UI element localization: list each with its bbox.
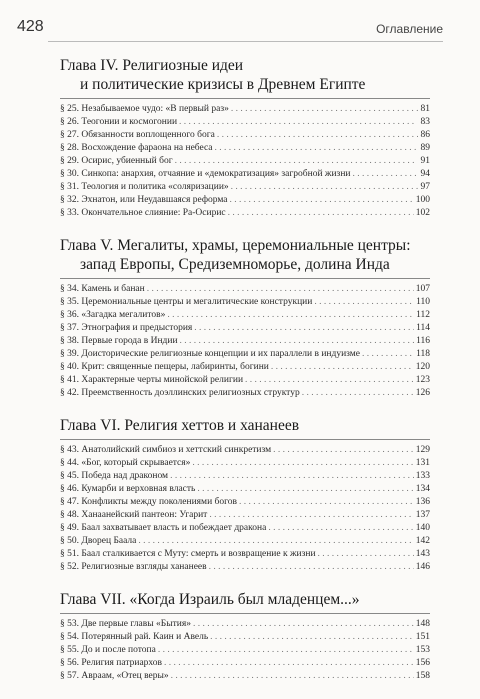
toc-entry <box>60 103 430 116</box>
toc-entry-page: 148 <box>415 619 430 629</box>
toc-entry-title: § 27. Обязанности воплощенного бога <box>60 130 215 140</box>
toc-entry-title: § 44. «Бог, который скрывается» <box>60 458 191 468</box>
toc-entry-page: 156 <box>415 658 430 668</box>
dot-leader <box>245 374 414 387</box>
toc-entry-page: 102 <box>415 208 430 218</box>
dot-leader <box>192 457 413 470</box>
toc-entry-page: 110 <box>416 297 430 307</box>
toc-entry <box>60 361 430 374</box>
dot-leader <box>302 387 414 400</box>
toc-entry <box>60 181 430 194</box>
dot-leader <box>175 155 416 168</box>
toc-entry-page: 140 <box>415 523 430 533</box>
dot-leader <box>352 168 418 181</box>
toc-entry-title: § 48. Ханаанейский пантеон: Угарит <box>60 510 208 520</box>
toc-entry-page: 107 <box>415 284 430 294</box>
toc-entry-title: § 47. Конфликты между поколениями богов <box>60 497 238 507</box>
toc-entry <box>60 522 430 535</box>
dot-leader <box>209 561 414 574</box>
toc-entry <box>60 296 430 309</box>
toc-entry-title: § 51. Баал сталкивается с Муту: смерть и возвращение к жизни <box>60 549 316 559</box>
dot-leader <box>228 207 414 220</box>
chapter-title-line: запад Европы, Средиземноморье, долина Инда <box>80 256 390 273</box>
toc-entry-title: § 42. Преемственность доэллинских религиозных структур <box>60 388 300 398</box>
toc-entry <box>60 207 430 220</box>
toc-entry-title: § 33. Окончательное слияние: Ра-Осирис <box>60 208 226 218</box>
page-header <box>0 0 480 48</box>
dot-leader <box>167 309 414 322</box>
toc-entry-page: 142 <box>415 536 430 546</box>
toc-entry <box>60 535 430 548</box>
toc-entry-page: 126 <box>415 388 430 398</box>
toc-entry-title: § 56. Религия патриархов <box>60 658 163 668</box>
dot-leader <box>318 548 414 561</box>
toc-entry-page: 133 <box>415 471 430 481</box>
dot-leader <box>314 296 414 309</box>
toc-entry-page: 116 <box>416 336 430 346</box>
toc-entry <box>60 509 430 522</box>
toc-entry <box>60 335 430 348</box>
toc-entry <box>60 644 430 657</box>
toc-entry <box>60 387 430 400</box>
toc-entry-page: 131 <box>415 458 430 468</box>
toc-entry-title: § 43. Анатолийский симбиоз и хеттский синкретизм <box>60 445 272 455</box>
dot-leader <box>210 631 414 644</box>
toc-entry-title: § 46. Кумарби и верховная власть <box>60 484 196 494</box>
toc-entry-page: 129 <box>415 445 430 455</box>
chapter-section <box>60 590 430 683</box>
dot-leader <box>362 348 414 361</box>
toc-entry-title: § 28. Восхождение фараона на небеса <box>60 143 213 153</box>
toc-entry-title: § 31. Теология и политика «соляризации» <box>60 182 229 192</box>
toc-entry-page: 136 <box>415 497 430 507</box>
toc-entry-title: § 37. Этнография и предыстория <box>60 323 193 333</box>
chapter-title <box>60 416 430 440</box>
toc-entry-page: 134 <box>415 484 430 494</box>
toc-entry <box>60 116 430 129</box>
toc-entry <box>60 444 430 457</box>
dot-leader <box>180 335 415 348</box>
dot-leader <box>239 496 414 509</box>
toc-entry <box>60 194 430 207</box>
toc-entry <box>60 348 430 361</box>
page-number: 428 <box>17 18 44 35</box>
toc-entry-title: § 25. Незабываемое чудо: «В первый раз» <box>60 104 229 114</box>
toc-entry-page: 94 <box>420 169 430 179</box>
toc-entry <box>60 561 430 574</box>
toc-entry-title: § 40. Крит: священные пещеры, лабиринты, богини <box>60 362 269 372</box>
dot-leader <box>179 116 416 129</box>
toc-entry <box>60 618 430 631</box>
toc-entry <box>60 283 430 296</box>
dot-leader <box>197 483 413 496</box>
toc-entry-page: 151 <box>415 632 430 642</box>
toc-entry <box>60 155 430 168</box>
toc-entry-page: 146 <box>415 562 430 572</box>
toc-entry-page: 81 <box>420 104 430 114</box>
toc-entry <box>60 657 430 670</box>
table-of-contents <box>60 56 430 699</box>
toc-entry <box>60 374 430 387</box>
dot-leader <box>194 322 414 335</box>
toc-entry-title: § 54. Потерянный рай. Каин и Авель <box>60 632 209 642</box>
dot-leader <box>271 361 414 374</box>
dot-leader <box>158 644 414 657</box>
chapter-title <box>60 56 430 99</box>
toc-entry-title: § 45. Победа над драконом <box>60 471 169 481</box>
toc-entry-title: § 30. Синкопа: анархия, отчаяние и «демократизация» загробной жизни <box>60 169 351 179</box>
toc-entry-title: § 38. Первые города в Индии <box>60 336 178 346</box>
dot-leader <box>193 618 414 631</box>
toc-entry-title: § 57. Авраам, «Отец веры» <box>60 671 169 681</box>
toc-entry-title: § 35. Церемониальные центры и мегалитические конструкции <box>60 297 313 307</box>
chapter-title <box>60 590 430 614</box>
running-title: Оглавление <box>376 22 443 36</box>
toc-entry-page: 112 <box>416 310 430 320</box>
toc-entry-title: § 34. Камень и банан <box>60 284 145 294</box>
dot-leader <box>170 470 414 483</box>
dot-leader <box>231 181 419 194</box>
chapter-title-line: Глава VII. «Когда Израиль был младенцем...» <box>60 591 360 608</box>
dot-leader <box>231 103 419 116</box>
toc-entry-title: § 49. Баал захватывает власть и побеждает дракона <box>60 523 267 533</box>
chapter-title-line: и политические кризисы в Древнем Египте <box>80 76 366 93</box>
toc-entry-page: 143 <box>415 549 430 559</box>
toc-entry-title: § 41. Характерные черты минойской религии <box>60 375 244 385</box>
header-divider <box>48 41 443 42</box>
toc-entry-title: § 55. До и после потопа <box>60 645 156 655</box>
toc-entry-page: 86 <box>420 130 430 140</box>
toc-entry <box>60 322 430 335</box>
dot-leader <box>147 283 414 296</box>
toc-entry <box>60 142 430 155</box>
toc-entry <box>60 457 430 470</box>
toc-entry <box>60 483 430 496</box>
chapter-section <box>60 236 430 400</box>
toc-entry <box>60 309 430 322</box>
toc-entry-title: § 52. Религиозные взгляды хананеев <box>60 562 207 572</box>
chapter-section <box>60 56 430 220</box>
toc-entry-page: 137 <box>415 510 430 520</box>
toc-entry <box>60 168 430 181</box>
dot-leader <box>217 129 418 142</box>
toc-entry-title: § 32. Эхнатон, или Неудавшаяся реформа <box>60 195 228 205</box>
chapter-section <box>60 416 430 574</box>
dot-leader <box>209 509 413 522</box>
toc-entry-page: 100 <box>415 195 430 205</box>
dot-leader <box>268 522 413 535</box>
dot-leader <box>164 657 414 670</box>
toc-entry-page: 123 <box>415 375 430 385</box>
toc-entry-title: § 39. Доисторические религиозные концепции и их параллели в индуизме <box>60 349 361 359</box>
toc-entry-page: 97 <box>420 182 430 192</box>
toc-entry-page: 153 <box>415 645 430 655</box>
toc-entry <box>60 496 430 509</box>
dot-leader <box>273 444 414 457</box>
toc-entry-page: 83 <box>420 117 430 127</box>
toc-entry-title: § 53. Две первые главы «Бытия» <box>60 619 191 629</box>
toc-entry <box>60 470 430 483</box>
toc-entry-title: § 26. Теогонии и космогонии <box>60 117 178 127</box>
dot-leader <box>138 535 413 548</box>
toc-entry-page: 158 <box>415 671 430 681</box>
toc-entry <box>60 548 430 561</box>
toc-entry <box>60 129 430 142</box>
toc-entry-page: 118 <box>416 349 430 359</box>
dot-leader <box>215 142 418 155</box>
dot-leader <box>230 194 414 207</box>
chapter-title <box>60 236 430 279</box>
toc-entry <box>60 670 430 683</box>
toc-entry-title: § 29. Осирис, убиенный бог <box>60 156 173 166</box>
toc-entry-page: 89 <box>420 143 430 153</box>
toc-entry-title: § 50. Дворец Баала <box>60 536 137 546</box>
toc-entry-page: 114 <box>416 323 430 333</box>
toc-entry <box>60 631 430 644</box>
dot-leader <box>171 670 414 683</box>
toc-entry-page: 120 <box>415 362 430 372</box>
toc-entry-page: 91 <box>420 156 430 166</box>
chapter-title-line: Глава IV. Религиозные идеи <box>60 57 244 74</box>
toc-entry-title: § 36. «Загадка мегалитов» <box>60 310 166 320</box>
chapter-title-line: Глава V. Мегалиты, храмы, церемониальные центры: <box>60 237 411 254</box>
chapter-title-line: Глава VI. Религия хеттов и хананеев <box>60 417 300 434</box>
